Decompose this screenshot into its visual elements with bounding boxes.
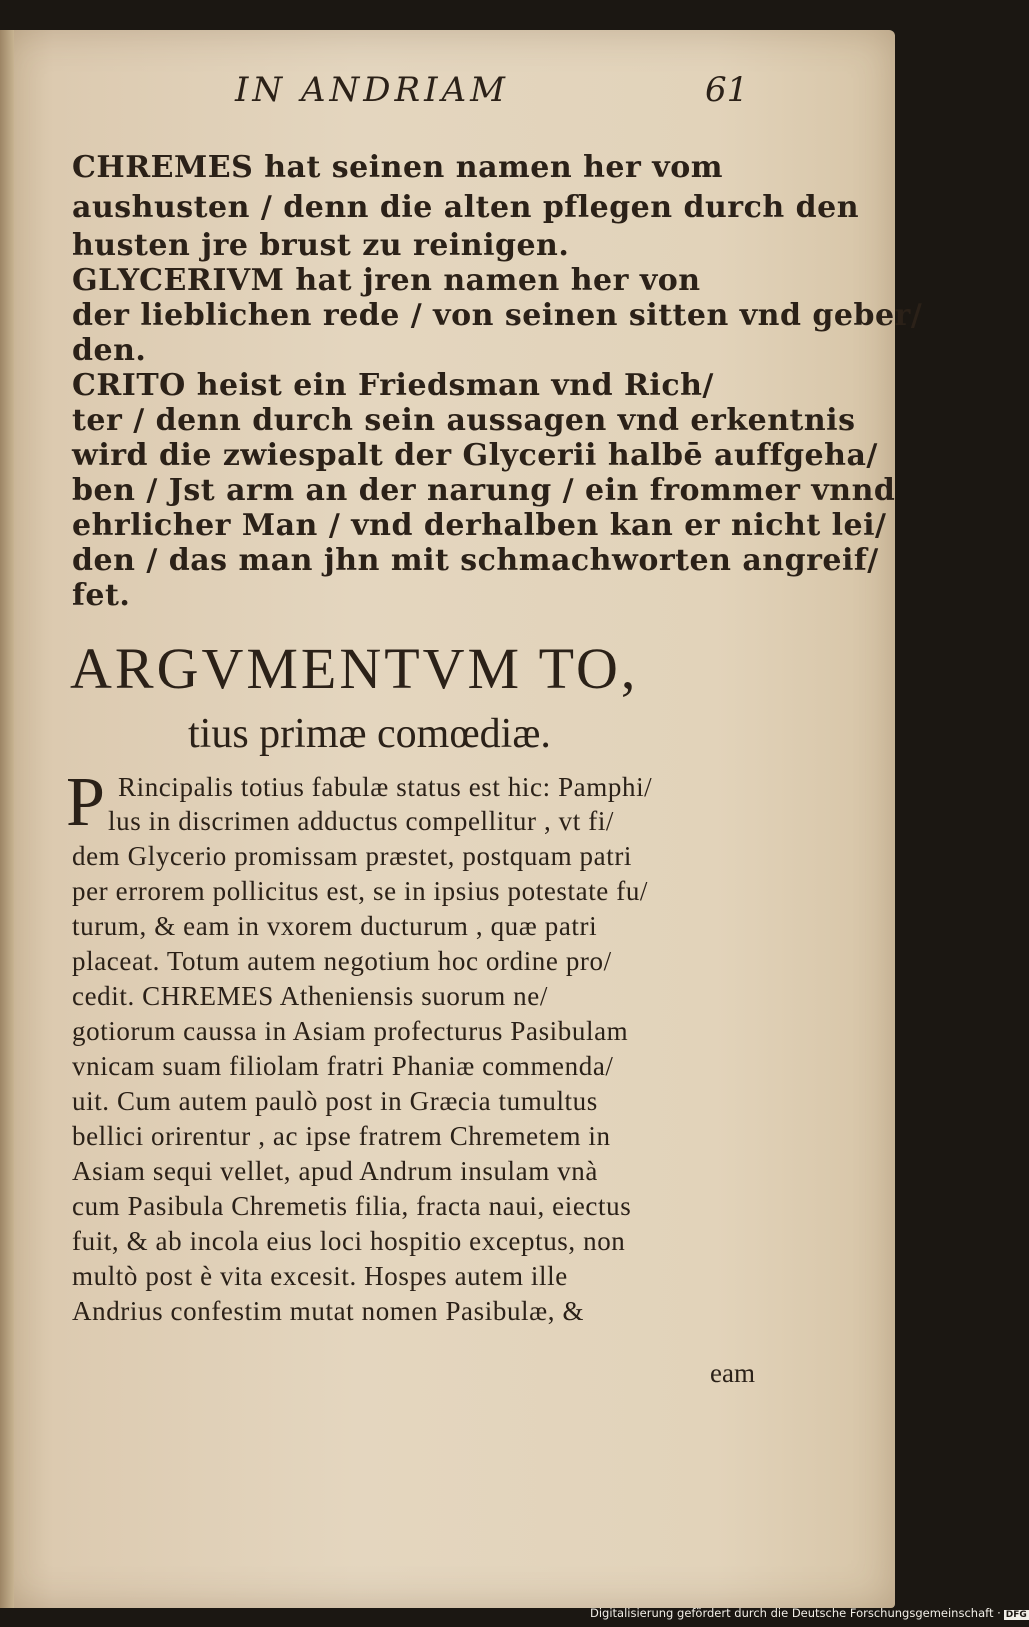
running-title: IN ANDRIAM: [235, 70, 509, 110]
drop-capital: P: [66, 764, 105, 841]
text-line: uit. Cum autem paulò post in Græcia tumultus: [72, 1086, 598, 1116]
text-line: fet.: [72, 578, 131, 613]
text-line: der lieblichen rede / von seinen sitten vnd geber/: [72, 298, 923, 333]
text-line: Asiam sequi vellet, apud Andrum insulam vnà: [72, 1156, 598, 1186]
text-line: per errorem pollicitus est, se in ipsius potestate fu/: [72, 876, 649, 906]
text-line: fuit, & ab incola eius loci hospitio exceptus, non: [72, 1226, 626, 1256]
text-line: GLYCERIVM hat jren namen her von: [72, 263, 701, 298]
text-line: placeat. Totum autem negotium hoc ordine pro/: [72, 946, 612, 976]
text-line: gotiorum caussa in Asiam profecturus Pasibulam: [72, 1016, 629, 1046]
text-line: lus in discrimen adductus compellitur , vt fi/: [108, 806, 615, 836]
text-line: CRITO heist ein Friedsman vnd Rich/: [72, 368, 714, 403]
credit-text: Digitalisierung gefördert durch die Deutsche Forschungsgemeinschaft ·: [590, 1606, 1001, 1620]
text-line: CHREMES hat seinen namen her vom: [72, 150, 723, 185]
text-line: aushusten / denn die alten pflegen durch den: [72, 190, 859, 225]
text-line: multò post è vita excesit. Hospes autem ille: [72, 1261, 568, 1291]
page-number: 61: [705, 70, 749, 110]
text-line: turum, & eam in vxorem ducturum , quæ patri: [72, 911, 598, 941]
text-line: ehrlicher Man / vnd derhalben kan er nicht lei/: [72, 508, 887, 543]
text-line: ter / denn durch sein aussagen vnd erkentnis: [72, 403, 856, 438]
text-line: ben / Jst arm an der narung / ein frommer vnnd: [72, 473, 896, 508]
section-subtitle: tius primæ comœdiæ.: [188, 711, 551, 757]
text-line: husten jre brust zu reinigen.: [72, 228, 570, 263]
text-line: dem Glycerio promissam præstet, postquam patri: [72, 841, 633, 871]
digitization-credit: [590, 1606, 1027, 1624]
section-title: ARGVMENTVM TO,: [70, 636, 639, 701]
text-line: bellici orirentur , ac ipse fratrem Chremetem in: [72, 1121, 611, 1151]
catchword: eam: [710, 1358, 755, 1388]
text-line: cum Pasibula Chremetis filia, fracta naui, eiectus: [72, 1191, 632, 1221]
text-line: vnicam suam filiolam fratri Phaniæ commenda/: [72, 1051, 614, 1081]
text-line: cedit. CHREMES Atheniensis suorum ne/: [72, 981, 548, 1011]
text-line: Rincipalis totius fabulæ status est hic: Pamphi/: [118, 772, 653, 802]
text-line: den.: [72, 333, 147, 368]
text-line: den / das man jhn mit schmachworten angreif/: [72, 543, 879, 578]
text-line: wird die zwiespalt der Glycerii halbē auffgeha/: [72, 438, 878, 473]
dfg-logo-icon: DFG: [1005, 1610, 1027, 1620]
text-line: Andrius confestim mutat nomen Pasibulæ, &: [72, 1296, 585, 1326]
